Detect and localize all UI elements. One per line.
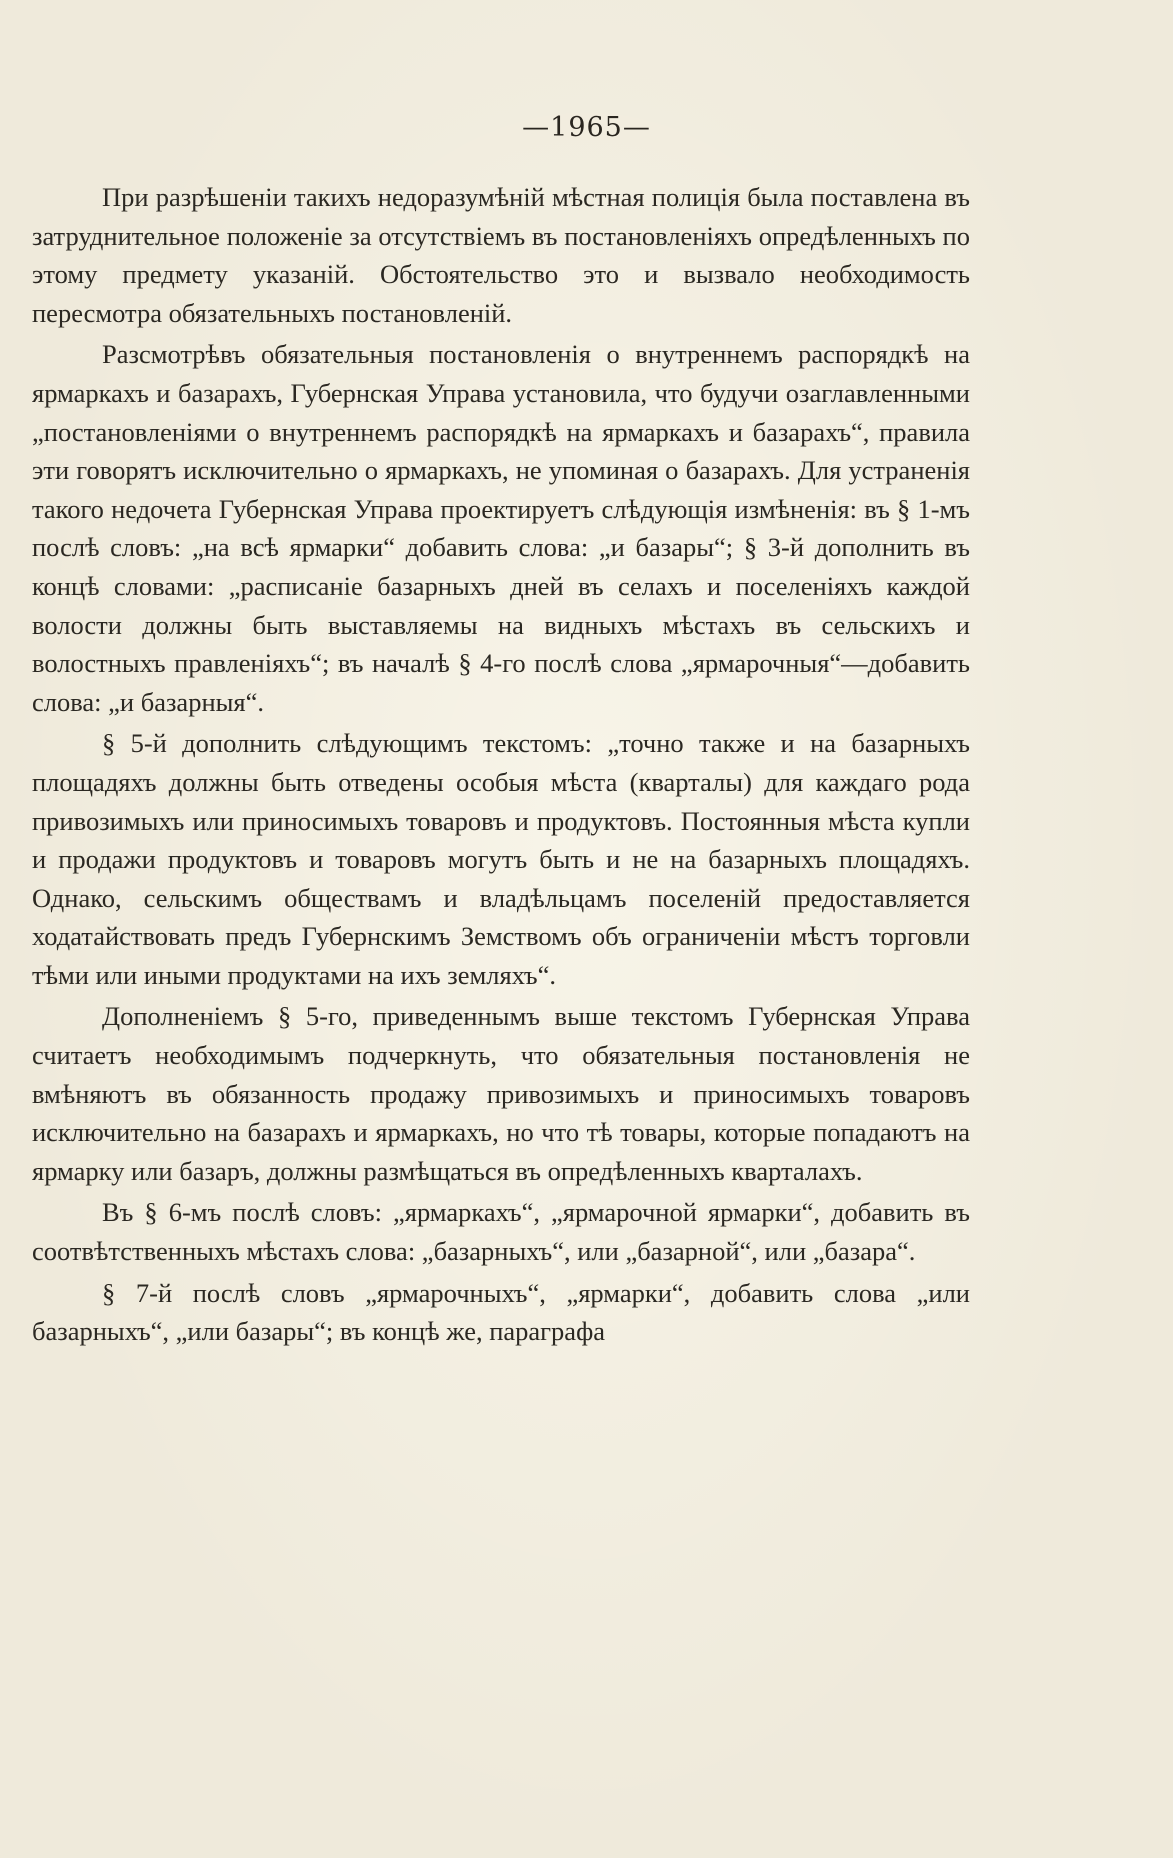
- paragraph-6: § 7-й послѣ словъ „ярмарочныхъ“, „ярмарки“, добавить слова „или базарныхъ“, „или базары“; въ концѣ же, параграфа: [32, 1277, 970, 1347]
- paragraph-1: При разрѣшеніи такихъ недоразумѣній мѣстная полиція была поставлена въ затруднительное положеніе за отсутствіемъ въ постановленіяхъ опредѣленныхъ по этому предмету указаній. Обстоятельство это и вызвало необходимость пересмотра обязательныхъ постановленій.: [32, 182, 970, 328]
- body-text: [32, 178, 970, 1351]
- paragraph-3: § 5-й дополнить слѣдующимъ текстомъ: „точно также и на базарныхъ площадяхъ должны быть отведены особыя мѣста (кварталы) для каждаго рода привозимыхъ или приносимыхъ товаровъ и продуктовъ. Постоянныя мѣста купли и продажи продуктовъ и товаровъ могутъ быть и не на базарныхъ площадяхъ. Однако, сельскимъ обществамъ и владѣльцамъ поселеній предоставляется ходатайствовать предъ Губернскимъ Земствомъ объ ограниченіи мѣстъ торговли тѣми или иными продуктами на ихъ земляхъ“.: [32, 728, 970, 990]
- paragraph-2: Разсмотрѣвъ обязательныя постановленія о внутреннемъ распорядкѣ на ярмаркахъ и базарахъ, Губернская Управа установила, что будучи озаглавленными „постановленіями о внутреннемъ распорядкѣ на ярмаркахъ и базарахъ“, правила эти говорятъ исключительно о ярмаркахъ, не упоминая о базарахъ. Для устраненія такого недочета Губернская Управа проектируетъ слѣдующія измѣненія: въ § 1-мъ послѣ словъ: „на всѣ ярмарки“ добавить слова: „и базары“; § 3-й дополнить въ концѣ словами: „расписаніе базарныхъ дней въ селахъ и поселеніяхъ каждой волости должны быть выставляемы на видныхъ мѣстахъ въ сельскихъ и волостныхъ правленіяхъ“; въ началѣ § 4-го послѣ слова „ярмарочныя“—добавить слова: „и базарныя“.: [32, 339, 970, 717]
- paragraph-4: Дополненіемъ § 5-го, приведеннымъ выше текстомъ Губернская Управа считаетъ необходимымъ подчеркнуть, что обязательныя постановленія не вмѣняютъ въ обязанность продажу привозимыхъ и приносимыхъ товаровъ исключительно на базарахъ и ярмаркахъ, но что тѣ товары, которые попадаютъ на ярмарку или базаръ, должны размѣщаться въ опредѣленныхъ кварталахъ.: [32, 1001, 970, 1186]
- page-number: —1965—: [522, 112, 651, 143]
- paragraph-5: Въ § 6-мъ послѣ словъ: „ярмаркахъ“, „ярмарочной ярмарки“, добавить въ соотвѣтственныхъ мѣстахъ слова: „базарныхъ“, или „базарной“, или „базара“.: [32, 1197, 970, 1267]
